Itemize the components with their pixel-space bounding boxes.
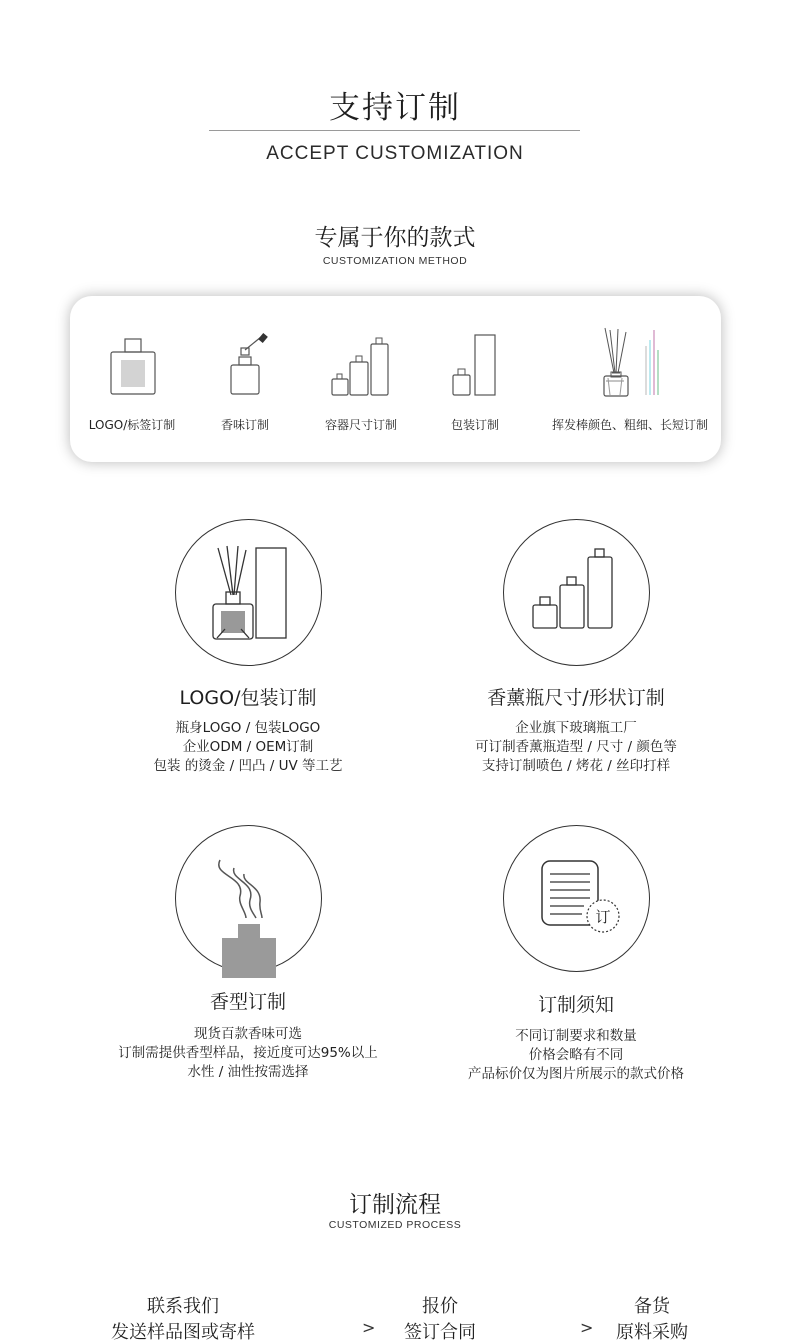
title-divider: [209, 130, 580, 131]
method-card: [70, 296, 721, 462]
feature-logo-circle: [175, 519, 322, 666]
square-bottle-label-icon: [108, 336, 158, 398]
process-step-subtitle: 签订合同: [404, 1322, 476, 1343]
process-step-title: 报价: [422, 1296, 458, 1317]
process-step-subtitle: 原料采购: [616, 1322, 688, 1343]
feature-description-line: 订制需提供香型样品，接近度可达95%以上: [118, 1045, 378, 1061]
process-step-title: 联系我们: [147, 1296, 219, 1317]
process-step-title: 备货: [634, 1296, 670, 1317]
bottle-sizes-icon: [330, 336, 392, 398]
feature-description-line: 企业ODM / OEM订制: [182, 739, 314, 755]
method-item-size: [300, 296, 420, 462]
method-section-title: 专属于你的款式: [314, 225, 476, 251]
feature-title: 香型订制: [209, 991, 287, 1013]
process-step-subtitle: 发送样品图或寄样: [111, 1322, 255, 1343]
page-title: 支持订制: [329, 90, 461, 126]
feature-description-line: 价格会略有不同: [528, 1047, 624, 1063]
process-step-contact: [111, 1292, 255, 1344]
box-packaging-icon: [450, 333, 500, 398]
feature-title: LOGO/包装订制: [179, 687, 317, 709]
three-bottles-icon: [504, 520, 651, 667]
method-section-subtitle: CUSTOMIZATION METHOD: [322, 255, 468, 267]
process-step-stock: [616, 1292, 688, 1344]
process-arrow-icon: >: [580, 1318, 594, 1337]
feature-description: [154, 719, 343, 776]
feature-size-circle: [503, 519, 650, 666]
feature-scent-circle: [175, 825, 322, 972]
feature-description-line: 不同订制要求和数量: [515, 1028, 637, 1044]
feature-description-line: 包装 的烫金 / 凹凸 / UV 等工艺: [153, 758, 343, 774]
feature-description-line: 水性 / 油性按需选择: [187, 1064, 309, 1080]
process-step-quote: [404, 1292, 476, 1344]
reed-diffuser-sticks-icon: [590, 326, 664, 400]
feature-description-line: 可订制香薰瓶造型 / 尺寸 / 颜色等: [475, 739, 677, 755]
notice-document-icon: [504, 826, 651, 973]
feature-description-line: 企业旗下玻璃瓶工厂: [515, 720, 637, 736]
method-item-label: 包装订制: [450, 418, 500, 432]
method-item-label: 容器尺寸订制: [324, 418, 398, 432]
feature-description-line: 支持订制喷色 / 烤花 / 丝印打样: [481, 758, 671, 774]
method-item-label: 香味订制: [220, 418, 270, 432]
method-item-logo: [70, 296, 190, 462]
method-item-label: LOGO/标签订制: [88, 418, 176, 432]
scent-smoke-bottle-icon: [176, 826, 323, 973]
feature-description: [118, 1025, 378, 1082]
feature-description-line: 瓶身LOGO / 包装LOGO: [175, 720, 321, 736]
method-item-label: 挥发棒颜色、粗细、长短订制: [551, 418, 709, 432]
feature-description-line: 产品标价仅为图片所展示的款式价格: [468, 1066, 684, 1082]
method-item-packaging: [420, 296, 530, 462]
feature-description: [475, 719, 677, 776]
feature-title: 订制须知: [537, 994, 615, 1016]
feature-title: 香薰瓶尺寸/形状订制: [487, 687, 665, 709]
notice-stamp-text: 订: [595, 908, 611, 926]
method-item-scent: [190, 296, 300, 462]
feature-notice-circle: [503, 825, 650, 972]
process-section-title: 订制流程: [349, 1192, 441, 1218]
diffuser-with-box-icon: [176, 520, 323, 667]
method-item-sticks: [530, 296, 721, 462]
feature-description: [468, 1027, 684, 1084]
page-subtitle: ACCEPT CUSTOMIZATION: [266, 143, 524, 164]
feature-description-line: 现货百款香味可选: [193, 1026, 302, 1042]
dropper-bottle-icon: [227, 332, 277, 398]
process-arrow-icon: >: [362, 1318, 376, 1337]
process-section-subtitle: CUSTOMIZED PROCESS: [328, 1219, 462, 1231]
